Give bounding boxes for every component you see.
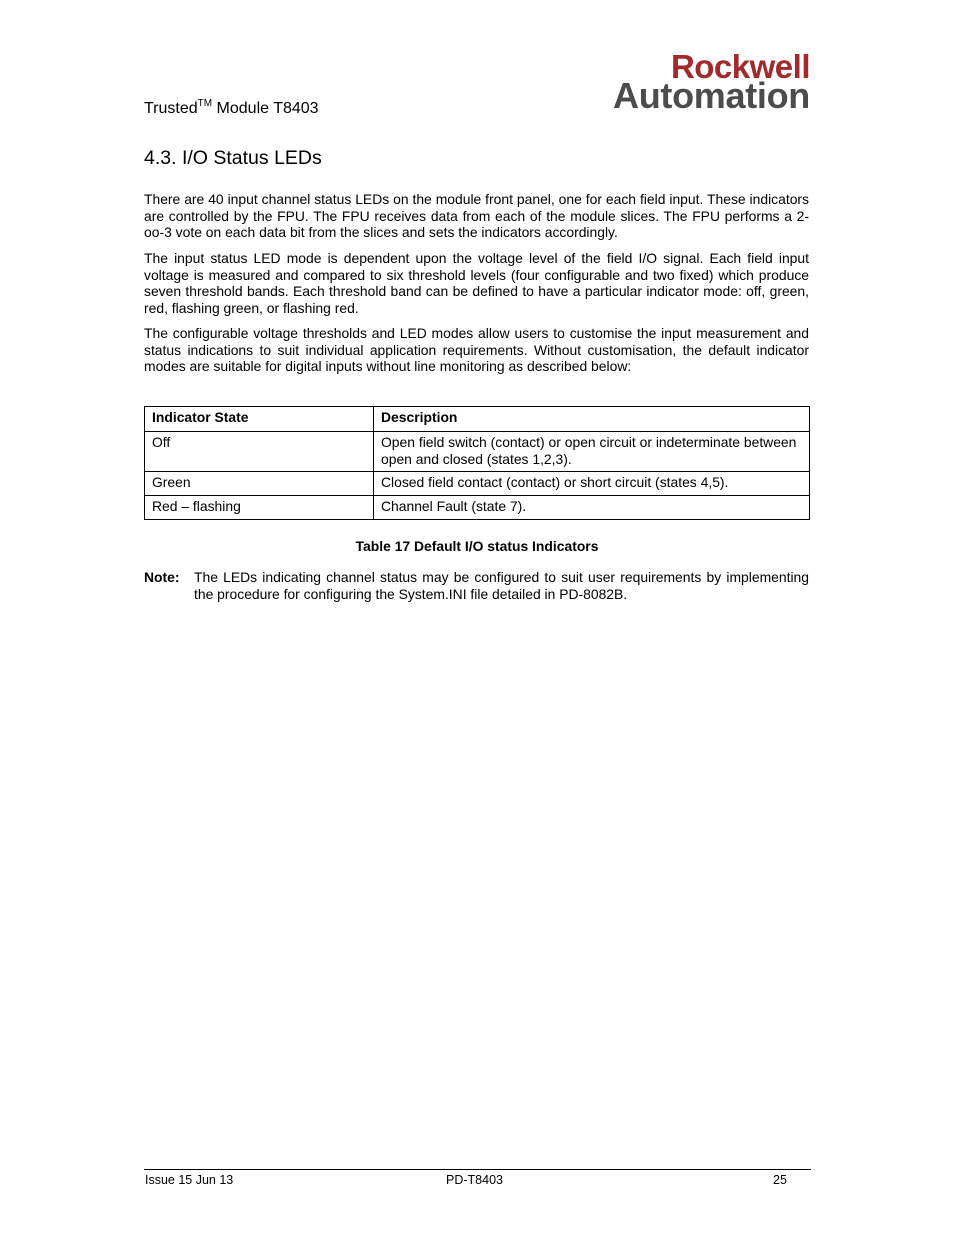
logo-automation-text: Automation xyxy=(613,75,810,116)
table-cell-description: Closed field contact (contact) or short circuit (states 4,5). xyxy=(374,472,810,496)
footer-doc-id: PD-T8403 xyxy=(446,1173,503,1187)
table-cell-description: Channel Fault (state 7). xyxy=(374,496,810,520)
table-row xyxy=(145,432,810,472)
column-header-description: Description xyxy=(374,407,810,432)
table-cell-description: Open field switch (contact) or open circuit or indeterminate between open and closed (states 1,2,3). xyxy=(374,432,810,472)
header-title xyxy=(144,94,319,119)
body-paragraph: The configurable voltage thresholds and LED modes allow users to customise the input measurement and status indications to suit individual application requirements. Without customisation, the default indicator modes are suitable for digital inputs without line monitoring as described below: xyxy=(144,325,809,375)
logo-rockwell-text: Rockwell xyxy=(670,48,810,85)
indicator-table xyxy=(144,406,810,520)
body-paragraph: The input status LED mode is dependent upon the voltage level of the field I/O signal. Each field input voltage is measured and compared to six threshold levels (four configurable and two fixed) which produce seven threshold bands. Each threshold band can be defined to have a particular indicator mode: off, green, red, flashing green, or flashing red. xyxy=(144,250,809,317)
table-caption: Table 17 Default I/O status Indicators xyxy=(355,538,599,554)
table-row xyxy=(145,472,810,496)
table-cell-state: Green xyxy=(145,472,374,496)
footer-page-number: 25 xyxy=(773,1173,787,1187)
table-header-row xyxy=(145,407,810,432)
table-row xyxy=(145,496,810,520)
footer-divider xyxy=(144,1169,811,1170)
section-title: 4.3. I/O Status LEDs xyxy=(144,147,322,169)
header-title-suffix: Module T8403 xyxy=(212,100,319,117)
header-title-prefix: Trusted xyxy=(144,100,198,117)
table-cell-state: Red – flashing xyxy=(145,496,374,520)
body-paragraph: There are 40 input channel status LEDs on the module front panel, one for each field input. These indicators are controlled by the FPU. The FPU receives data from each of the module slices. The FPU performs a 2-oo-3 vote on each data bit from the slices and sets the indicators accordingly. xyxy=(144,191,809,241)
trademark-superscript: TM xyxy=(197,98,213,109)
table-cell-state: Off xyxy=(145,432,374,472)
note-label: Note: xyxy=(144,569,180,585)
column-header-indicator-state: Indicator State xyxy=(145,407,374,432)
rockwell-automation-logo xyxy=(572,48,810,116)
note-text: The LEDs indicating channel status may be configured to suit user requirements by implementing the procedure for configuring the System.INI file detailed in PD-8082B. xyxy=(194,569,809,602)
footer-issue: Issue 15 Jun 13 xyxy=(145,1173,234,1187)
